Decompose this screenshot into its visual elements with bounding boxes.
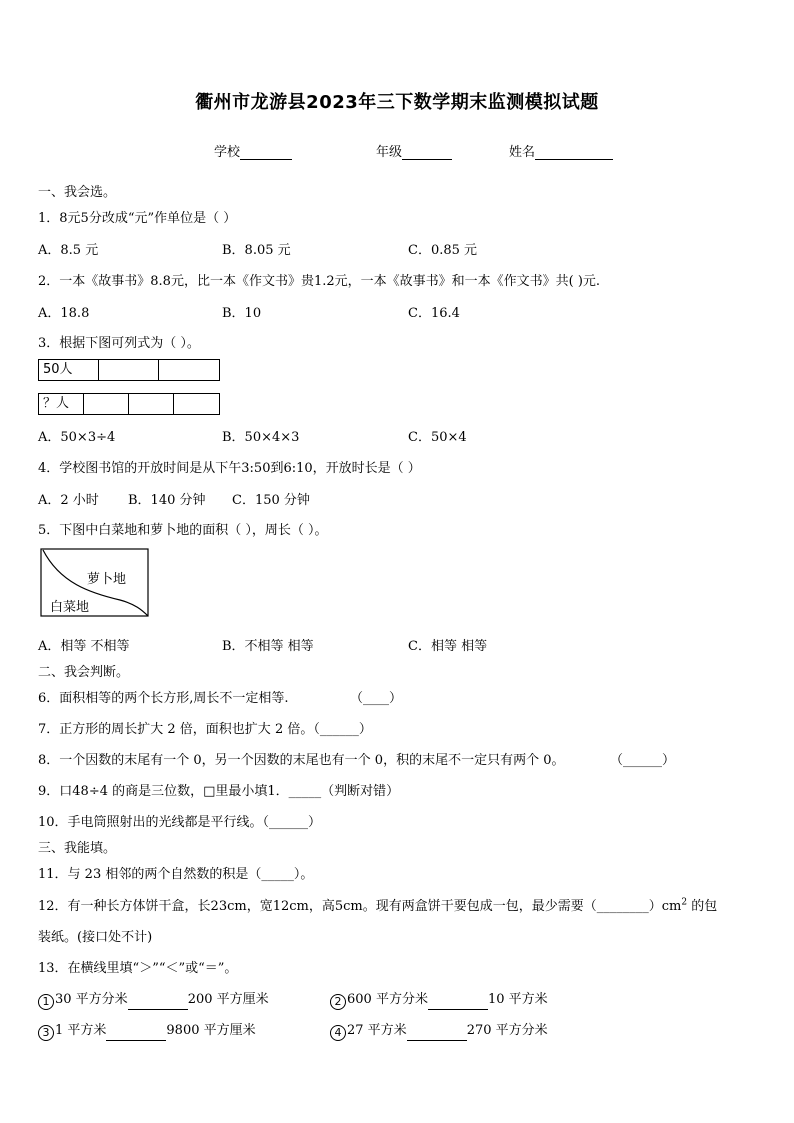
- q13-item-3: [38, 1019, 256, 1041]
- q3-segment: [174, 394, 219, 414]
- q13-item-number: 2: [330, 994, 346, 1010]
- school-blank[interactable]: [240, 145, 292, 160]
- grade-field: [376, 141, 452, 160]
- q13-item-left: 1 平方米: [55, 1023, 107, 1038]
- q3-option-b[interactable]: B．50×4×3: [222, 430, 300, 445]
- q13-item-2: [330, 988, 548, 1010]
- q12-text: 12．有一种长方体饼干盒，长23cm，宽12cm，高5cm。现有两盒饼干要包成一包，最少需要（________）cm: [38, 899, 682, 914]
- q13-answer-blank[interactable]: [128, 995, 188, 1010]
- q13-item-number: 1: [38, 994, 54, 1010]
- question-5: 5．下图中白菜地和萝卜地的面积（ ），周长（ ）。: [38, 523, 328, 538]
- q13-item-1: [38, 988, 269, 1010]
- q3-segment-label-1: 50人: [39, 360, 99, 380]
- q13-answer-blank[interactable]: [407, 1026, 467, 1041]
- q3-diagram-row-2: [38, 393, 220, 415]
- q2-option-b[interactable]: B．10: [222, 306, 262, 321]
- question-8: 8．一个因数的末尾有一个 0，另一个因数的末尾也有一个 0，积的末尾不一定只有两个 0。: [38, 753, 565, 768]
- section-heading-2: 二、我会判断。: [38, 665, 130, 680]
- q13-item-right: 9800 平方厘米: [166, 1023, 256, 1038]
- q2-option-c[interactable]: C．16.4: [408, 306, 460, 321]
- question-6: 6．面积相等的两个长方形,周长不一定相等.: [38, 691, 289, 706]
- q5-option-b[interactable]: B．不相等 相等: [222, 639, 314, 654]
- question-3: 3．根据下图可列式为（ ）。: [38, 336, 200, 351]
- q4-option-c[interactable]: C．150 分钟: [232, 493, 310, 508]
- q3-diagram-row-1: [38, 359, 220, 381]
- q3-segment: [99, 360, 159, 380]
- question-12-line-2: 装纸。(接口处不计): [38, 930, 153, 945]
- q2-option-a[interactable]: A．18.8: [38, 306, 90, 321]
- question-7: 7．正方形的周长扩大 2 倍，面积也扩大 2 倍。（______）: [38, 722, 372, 737]
- q12-tail: 的包: [687, 899, 718, 914]
- q3-segment: [159, 360, 219, 380]
- q3-segment: [84, 394, 129, 414]
- grade-blank[interactable]: [402, 145, 452, 160]
- q13-item-right: 10 平方米: [487, 992, 548, 1007]
- section-heading-1: 一、我会选。: [38, 185, 117, 200]
- question-9: 9．口48÷4 的商是三位数，□里最小填1．_____（判断对错）: [38, 784, 400, 799]
- q12-superscript: 2: [681, 897, 688, 908]
- q13-item-right: 200 平方厘米: [187, 992, 269, 1007]
- page-title: 衢州市龙游县2023年三下数学期末监测模拟试题: [195, 92, 599, 113]
- q4-option-b[interactable]: B．140 分钟: [128, 493, 206, 508]
- q6-answer-blank[interactable]: （____）: [350, 691, 403, 706]
- question-1: 1．8元5分改成“元”作单位是（ ）: [38, 211, 237, 226]
- q5-option-c[interactable]: C．相等 相等: [408, 639, 488, 654]
- q3-segment-label-2: ？人: [39, 394, 84, 414]
- q1-option-a[interactable]: A．8.5 元: [38, 243, 99, 258]
- q5-label-cabbage: 白菜地: [50, 600, 90, 615]
- q5-option-a[interactable]: A．相等 不相等: [38, 639, 130, 654]
- question-4: 4．学校图书馆的开放时间是从下午3:50到6:10，开放时长是（ ）: [38, 461, 421, 476]
- name-label: 姓名: [509, 145, 536, 160]
- q13-item-number: 3: [38, 1025, 54, 1041]
- q13-item-left: 30 平方分米: [55, 992, 128, 1007]
- name-blank[interactable]: [535, 145, 613, 160]
- q5-label-radish: 萝卜地: [87, 572, 127, 587]
- q3-segment: [129, 394, 174, 414]
- question-11: 11．与 23 相邻的两个自然数的积是（_____）。: [38, 867, 314, 882]
- q8-answer-blank[interactable]: （______）: [610, 753, 676, 768]
- question-13: 13．在横线里填“＞”“＜”或“＝”。: [38, 961, 238, 976]
- q13-item-left: 27 平方米: [347, 1023, 407, 1038]
- question-12: [38, 895, 717, 914]
- name-field: [509, 141, 613, 160]
- section-heading-3: 三、我能填。: [38, 841, 117, 856]
- q13-answer-blank[interactable]: [428, 995, 488, 1010]
- question-2: 2．一本《故事书》8.8元，比一本《作文书》贵1.2元，一本《故事书》和一本《作文书》共( )元.: [38, 274, 601, 289]
- q13-answer-blank[interactable]: [106, 1026, 166, 1041]
- q13-item-number: 4: [330, 1025, 346, 1041]
- question-10: 10．手电筒照射出的光线都是平行线。（______）: [38, 815, 322, 830]
- q1-option-c[interactable]: C．0.85 元: [408, 243, 478, 258]
- grade-label: 年级: [376, 145, 403, 160]
- school-label: 学校: [214, 145, 241, 160]
- q4-option-a[interactable]: A．2 小时: [38, 493, 99, 508]
- q13-item-left: 600 平方分米: [347, 992, 428, 1007]
- q13-item-right: 270 平方分米: [466, 1023, 548, 1038]
- q1-option-b[interactable]: B．8.05 元: [222, 243, 291, 258]
- q3-option-a[interactable]: A．50×3÷4: [38, 430, 116, 445]
- q3-option-c[interactable]: C．50×4: [408, 430, 467, 445]
- school-field: [214, 141, 292, 160]
- q13-item-4: [330, 1019, 548, 1041]
